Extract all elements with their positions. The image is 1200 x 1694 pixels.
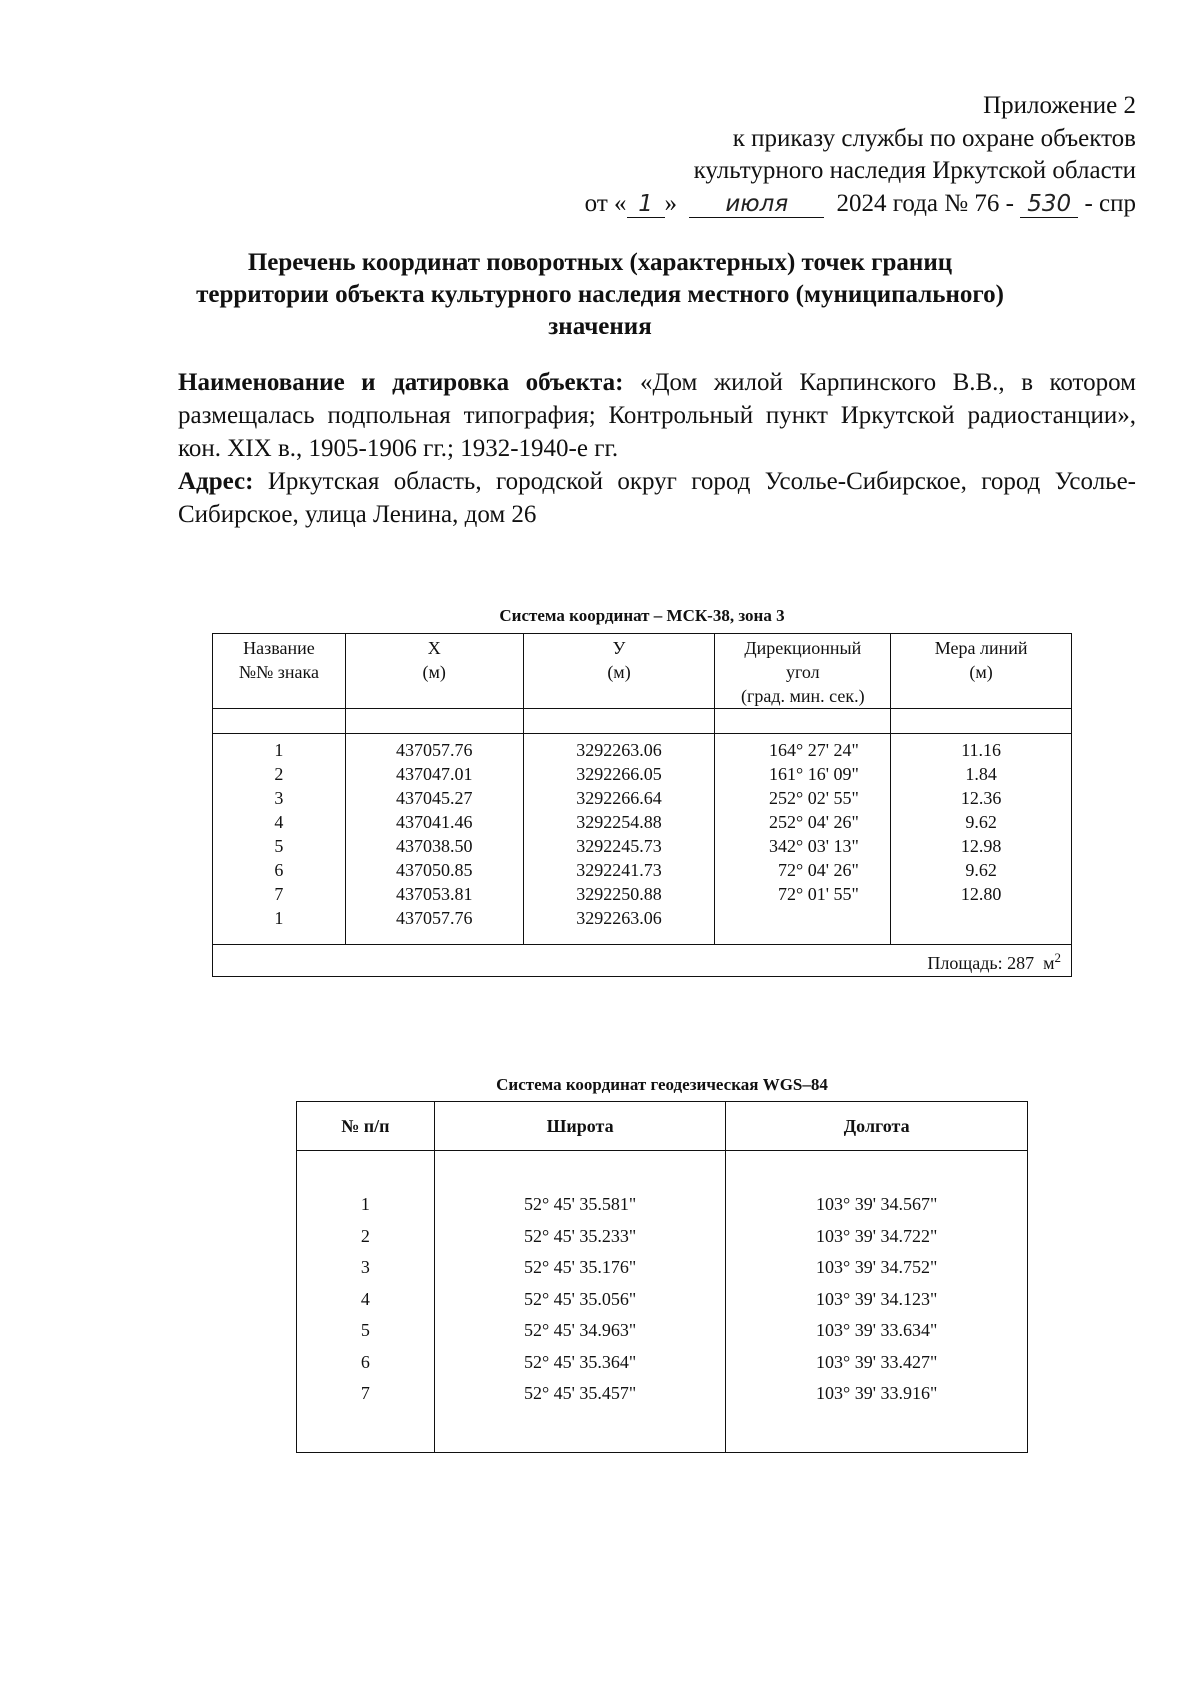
table-row (213, 906, 1072, 945)
table-row (297, 1284, 1028, 1316)
point-number: 2 (297, 1221, 435, 1253)
longitude: 103° 39' 34.722" (726, 1221, 1028, 1253)
point-number: 3 (297, 1252, 435, 1284)
longitude: 103° 39' 33.427" (726, 1347, 1028, 1379)
document-title (120, 247, 1080, 343)
object-info (178, 366, 1136, 531)
line-length (891, 906, 1072, 945)
order-prefix: от « (584, 189, 627, 217)
header-point-name: Название №№ знака (213, 634, 346, 709)
object-name-value: «Дом жилой Карпинского В.В., в котором размещалась подпольная типография; Контрольный пункт Иркутской радиостанции», кон. XIX в., 1905-1906 гг.; 1932-1940-е гг. (178, 369, 1136, 462)
order-quote-close: » (664, 189, 678, 217)
handwritten-number: 530 (1020, 191, 1078, 218)
wgs-spacer-row (297, 1151, 1028, 1190)
direction-angle: 72° 01' 55" (715, 882, 891, 906)
handwritten-month: июля (689, 191, 824, 218)
point-number: 2 (213, 762, 346, 786)
longitude: 103° 39' 34.123" (726, 1284, 1028, 1316)
order-date-line (436, 188, 1136, 221)
point-number: 6 (213, 858, 346, 882)
order-authority: культурного наследия Иркутской области (693, 157, 1136, 184)
x-coordinate: 437050.85 (345, 858, 523, 882)
appendix-number: Приложение 2 (983, 92, 1136, 119)
y-coordinate: 3292266.05 (523, 762, 715, 786)
table-row (213, 734, 1072, 763)
point-number: 3 (213, 786, 346, 810)
line-length: 12.80 (891, 882, 1072, 906)
header-latitude: Широта (434, 1102, 726, 1151)
point-number: 1 (213, 734, 346, 763)
table-row (297, 1252, 1028, 1284)
latitude: 52° 45' 35.457" (434, 1378, 726, 1410)
msk-spacer-row (213, 709, 1072, 734)
table-row (213, 834, 1072, 858)
latitude: 52° 45' 35.581" (434, 1189, 726, 1221)
longitude: 103° 39' 34.567" (726, 1189, 1028, 1221)
wgs-coordinates-table (296, 1101, 1028, 1453)
header-line-length: Мера линий (м) (891, 634, 1072, 709)
table-row (297, 1221, 1028, 1253)
direction-angle: 252° 02' 55" (715, 786, 891, 810)
order-reference: к приказу службы по охране объектов (732, 124, 1136, 152)
object-address-paragraph (178, 465, 1136, 531)
header-y: У (м) (523, 634, 715, 709)
x-coordinate: 437045.27 (345, 786, 523, 810)
x-coordinate: 437057.76 (345, 906, 523, 945)
title-line-1: Перечень координат поворотных (характерных) точек границ (247, 249, 953, 276)
direction-angle: 72° 04' 26" (715, 858, 891, 882)
order-middle: 2024 года № 76 - (836, 189, 1014, 217)
line-length: 1.84 (891, 762, 1072, 786)
area-unit: м (1043, 953, 1055, 973)
object-address-value: Иркутская область, городской округ город Усолье-Сибирское, город Усолье-Сибирское, улица Ленина, дом 26 (178, 468, 1137, 528)
point-number: 4 (213, 810, 346, 834)
title-line-3: значения (548, 313, 652, 340)
line-length: 11.16 (891, 734, 1072, 763)
msk-area-row (213, 945, 1072, 977)
latitude: 52° 45' 35.233" (434, 1221, 726, 1253)
direction-angle: 252° 04' 26" (715, 810, 891, 834)
object-name-paragraph (178, 366, 1136, 465)
table-row (213, 882, 1072, 906)
handwritten-day: 1 (627, 191, 665, 218)
x-coordinate: 437038.50 (345, 834, 523, 858)
header-num: № п/п (297, 1102, 435, 1151)
object-name-label: Наименование и датировка объекта: (178, 369, 624, 396)
point-number: 6 (297, 1347, 435, 1379)
x-coordinate: 437041.46 (345, 810, 523, 834)
table-row (297, 1347, 1028, 1379)
direction-angle: 342° 03' 13" (715, 834, 891, 858)
point-number: 1 (213, 906, 346, 945)
line-length: 12.36 (891, 786, 1072, 810)
table-row (297, 1315, 1028, 1347)
y-coordinate: 3292266.64 (523, 786, 715, 810)
line-length: 9.62 (891, 810, 1072, 834)
msk-table-caption: Система координат – МСК-38, зона 3 (499, 606, 785, 625)
line-length: 12.98 (891, 834, 1072, 858)
point-number: 7 (297, 1378, 435, 1410)
wgs-table-caption: Система координат геодезическая WGS–84 (496, 1075, 828, 1094)
x-coordinate: 437057.76 (345, 734, 523, 763)
direction-angle: 161° 16' 09" (715, 762, 891, 786)
header-direction-angle: Дирекционный угол (град. мин. сек.) (715, 634, 891, 709)
point-number: 5 (297, 1315, 435, 1347)
latitude: 52° 45' 34.963" (434, 1315, 726, 1347)
table-row (297, 1189, 1028, 1221)
order-suffix: - спр (1084, 189, 1136, 217)
point-number: 7 (213, 882, 346, 906)
x-coordinate: 437047.01 (345, 762, 523, 786)
appendix-header (436, 90, 1136, 220)
msk-header-row (213, 634, 1072, 709)
latitude: 52° 45' 35.364" (434, 1347, 726, 1379)
x-coordinate: 437053.81 (345, 882, 523, 906)
y-coordinate: 3292263.06 (523, 734, 715, 763)
object-address-label: Адрес: (178, 468, 254, 495)
table-row (213, 858, 1072, 882)
area-label: Площадь: 287 (927, 953, 1035, 973)
line-length: 9.62 (891, 858, 1072, 882)
area-power: 2 (1054, 950, 1061, 965)
wgs-header-row (297, 1102, 1028, 1151)
longitude: 103° 39' 33.634" (726, 1315, 1028, 1347)
point-number: 1 (297, 1189, 435, 1221)
table-row (213, 786, 1072, 810)
latitude: 52° 45' 35.056" (434, 1284, 726, 1316)
y-coordinate: 3292263.06 (523, 906, 715, 945)
msk-coordinates-table (212, 633, 1072, 977)
table-row (213, 810, 1072, 834)
point-number: 5 (213, 834, 346, 858)
y-coordinate: 3292241.73 (523, 858, 715, 882)
y-coordinate: 3292254.88 (523, 810, 715, 834)
longitude: 103° 39' 34.752" (726, 1252, 1028, 1284)
latitude: 52° 45' 35.176" (434, 1252, 726, 1284)
header-x: X (м) (345, 634, 523, 709)
area-cell (213, 945, 1072, 977)
y-coordinate: 3292245.73 (523, 834, 715, 858)
direction-angle (715, 906, 891, 945)
longitude: 103° 39' 33.916" (726, 1378, 1028, 1410)
wgs-bottom-spacer-row (297, 1410, 1028, 1453)
table-row (297, 1378, 1028, 1410)
y-coordinate: 3292250.88 (523, 882, 715, 906)
table-row (213, 762, 1072, 786)
title-line-2: территории объекта культурного наследия местного (муниципального) (196, 281, 1004, 308)
direction-angle: 164° 27' 24" (715, 734, 891, 763)
point-number: 4 (297, 1284, 435, 1316)
header-longitude: Долгота (726, 1102, 1028, 1151)
